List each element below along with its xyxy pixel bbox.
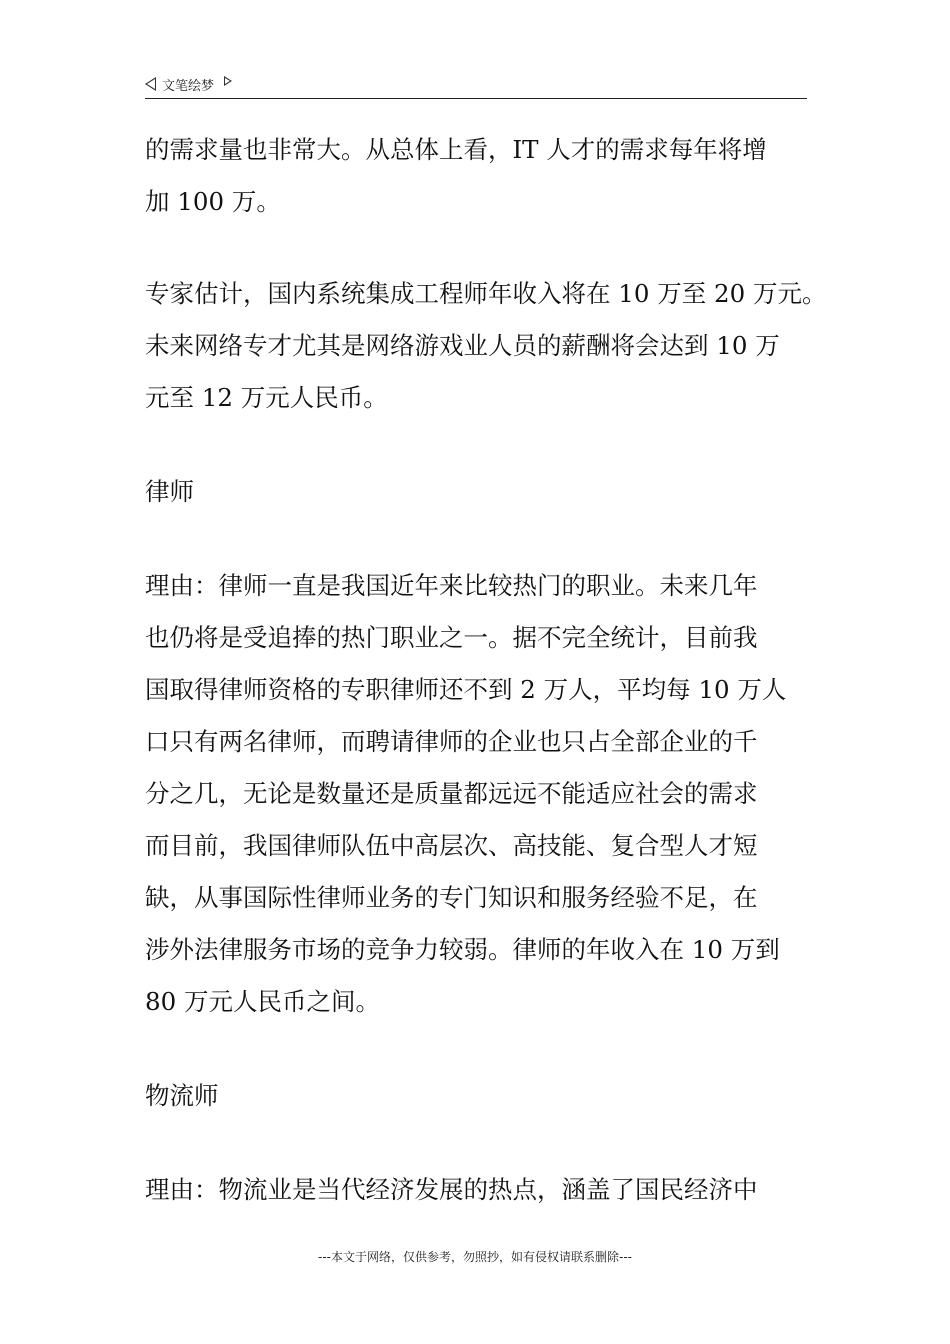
heading-lawyer (145, 466, 825, 518)
triangle-right-icon (224, 76, 232, 86)
paragraph-expert-estimate (145, 268, 825, 424)
text-line: 理由：物流业是当代经济发展的热点，涵盖了国民经济中 (145, 1175, 758, 1204)
text-line: 分之几，无论是数量还是质量都远远不能适应社会的需求 (145, 779, 758, 808)
section-heading: 物流师 (145, 1081, 219, 1110)
text-line: 也仍将是受追捧的热门职业之一。据不完全统计，目前我 (145, 623, 758, 652)
text-line: 国取得律师资格的专职律师还不到 2 万人，平均每 10 万人 (145, 675, 787, 704)
text-line: 涉外法律服务市场的竞争力较弱。律师的年收入在 10 万到 (145, 935, 780, 964)
text-line: 而目前，我国律师队伍中高层次、高技能、复合型人才短 (145, 831, 758, 860)
text-line: 的需求量也非常大。从总体上看，IT 人才的需求每年将增 (145, 135, 767, 164)
paragraph-lawyer-reason (145, 560, 825, 1028)
text-line: 加 100 万。 (145, 187, 281, 216)
header-title: 文笔绘梦 (162, 78, 215, 94)
text-line: 口只有两名律师，而聘请律师的企业也只占全部企业的千 (145, 727, 758, 756)
text-line: 专家估计，国内系统集成工程师年收入将在 10 万至 20 万元。 (145, 279, 827, 308)
heading-logistics (145, 1070, 825, 1122)
text-line: 80 万元人民币之间。 (145, 987, 380, 1016)
text-line: 元至 12 万元人民币。 (145, 383, 388, 412)
paragraph-it-demand (145, 124, 825, 228)
text-line: 未来网络专才尤其是网络游戏业人员的薪酬将会达到 10 万 (145, 331, 780, 360)
triangle-left-icon (145, 77, 156, 91)
text-line: 缺，从事国际性律师业务的专门知识和服务经验不足，在 (145, 883, 758, 912)
text-line: 理由：律师一直是我国近年来比较热门的职业。未来几年 (145, 571, 758, 600)
page-header (145, 70, 807, 99)
paragraph-logistics-reason (145, 1164, 825, 1216)
section-heading: 律师 (145, 477, 194, 506)
document-body (145, 124, 825, 1216)
page-footer: ---本文于网络，仅供参考，勿照抄，如有侵权请联系删除--- (318, 1250, 632, 1264)
